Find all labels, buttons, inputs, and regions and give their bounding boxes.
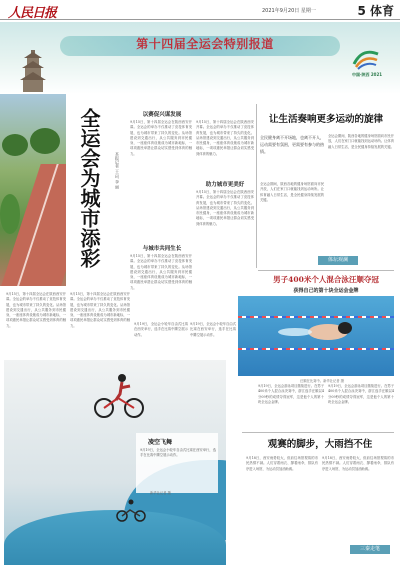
masthead: [0, 0, 400, 20]
column-label: 三秦走笔: [350, 545, 390, 554]
banner-title: 第十四届全运会特别报道: [136, 37, 274, 51]
tree-shape: [0, 194, 20, 234]
bottom-column-1: 9月18日，西安雨势较大，但前往场馆观赛的市民热情不减。人们穿着雨衣、撑着雨伞，排队有序进入场馆，为运动员加油助威。: [246, 456, 318, 471]
column-divider: [256, 104, 257, 268]
swim-photo-caption: 汪顺在比赛中。新华社记者 摄: [300, 379, 344, 383]
bottom-headline: 观赛的脚步，大雨挡不住: [267, 439, 373, 450]
tree-shape: [2, 134, 28, 156]
bmx-headline: 凌空飞舞: [148, 439, 173, 446]
swim-column-2: 9月19日，全运会游泳项目继续进行。在男子400米个人混合泳决赛中，浙江选手汪顺以4分09秒的成绩夺得冠军，这是他个人的第十块全运会金牌。: [328, 384, 394, 404]
lane-rope: [238, 316, 394, 318]
feature-column-4: 9月15日，第十四届全运会在陕西西安开幕。全运会的举办不仅推动了竞技体育发展，也为城市带来了持久的变化。从场馆建设到交通出行，从公共服务到市民健身，一座座体育设施成为城市新地标，一项项惠民举措让群众切实感受到体育的魅力。: [196, 190, 254, 226]
right-feature-quote: 全民健身离不开场地，也离不开人，运动需要有氛围，更需要有参与的热情。: [260, 135, 324, 154]
bmx-column-2: 9月19日，全运会小轮车自由式比赛在西安举行，选手在比赛中腾空展示动作。: [190, 322, 236, 337]
column-label: 体坛观澜: [318, 256, 358, 265]
bmx-photo-caption: 新华社记者 摄: [150, 491, 171, 495]
feature-column-6: 9月15日，第十四届全运会在陕西西安开幕。全运会的举办不仅推动了竞技体育发展，也为城市带来了持久的变化。从场馆建设到交通出行，从公共服务到市民健身，一座座体育设施成为城市新地标，一项项惠民举措让群众切实感受到体育的魅力。: [70, 292, 130, 328]
right-feature-column-1: 全运会期间，陕西各地的健身场馆面向市民开放，人们在家门口就能找到运动场所。让体育融入日常生活，是全民健身持续发展的关键。: [328, 134, 394, 149]
games-logo-text: 中国·陕西 2021: [351, 72, 383, 77]
lane-rope: [238, 348, 394, 350]
swimming-photo: [238, 296, 394, 376]
pagoda-icon: [18, 46, 48, 92]
water-splash: [278, 328, 312, 336]
feature-byline: 本报记者 王 珂 李 丽: [115, 152, 120, 190]
section-divider: [258, 270, 394, 271]
feature-column-5: 9月15日，第十四届全运会在陕西西安开幕。全运会的举办不仅推动了竞技体育发展，也为城市带来了持久的变化。从场馆建设到交通出行，从公共服务到市民健身，一座座体育设施成为城市新地标，一项项惠民举措让群众切实感受到体育的魅力。: [6, 292, 66, 328]
special-report-banner: [0, 22, 400, 94]
page-label: 5 体育: [357, 4, 394, 18]
swim-subheadline: 获得自己的第十块全运会金牌: [293, 288, 359, 294]
feature-column-1: 9月15日，第十四届全运会在陕西西安开幕。全运会的举办不仅推动了竞技体育发展，也为城市带来了持久的变化。从场馆建设到交通出行，从公共服务到市民健身，一座座体育设施成为城市新地标，一项项惠民举措让群众切实感受到体育的魅力。: [130, 120, 192, 156]
bmx-rider-icon: [90, 370, 150, 420]
section-heading: 与城市共同生长: [142, 246, 182, 252]
right-feature-column-2: 全运会期间，陕西各地的健身场馆面向市民开放，人们在家门口就能找到运动场所。让体育融入日常生活，是全民健身持续发展的关键。: [260, 182, 324, 202]
feature-column-2: 9月15日，第十四届全运会在陕西西安开幕。全运会的举办不仅推动了竞技体育发展，也为城市带来了持久的变化。从场馆建设到交通出行，从公共服务到市民健身，一座座体育设施成为城市新地标，一项项惠民举措让群众切实感受到体育的魅力。: [196, 120, 254, 156]
feature-column-3: 9月15日，第十四届全运会在陕西西安开幕。全运会的举办不仅推动了竞技体育发展，也为城市带来了持久的变化。从场馆建设到交通出行，从公共服务到市民健身，一座座体育设施成为城市新地标，一项项惠民举措让群众切实感受到体育的魅力。: [130, 254, 192, 290]
bmx-rider-icon: [114, 498, 148, 522]
bottom-column-2: 9月18日，西安雨势较大，但前往场馆观赛的市民热情不减。人们穿着雨衣、撑着雨伞，排队有序进入场馆，为运动员加油助威。: [322, 456, 394, 471]
bmx-caption-text: 9月19日，全运会小轮车自由式比赛在西安举行，选手在比赛中腾空展示动作。: [140, 448, 216, 458]
swim-headline: 男子400米个人混合泳汪顺夺冠: [273, 275, 379, 284]
section-divider: [242, 432, 394, 433]
swim-column-1: 9月19日，全运会游泳项目继续进行。在男子400米个人混合泳决赛中，浙江选手汪顺以4分09秒的成绩夺得冠军，这是他个人的第十块全运会金牌。: [258, 384, 324, 404]
bmx-column-1: 9月19日，全运会小轮车自由式比赛在西安举行，选手在比赛中腾空展示动作。: [134, 322, 188, 337]
section-heading: 以赛促兴谋发展: [142, 112, 182, 118]
games-logo-icon: [350, 48, 382, 70]
issue-date: 2021年9月20日 星期一: [262, 8, 316, 14]
city-track-photo: [0, 94, 66, 286]
tree-shape: [30, 128, 60, 154]
swim-cap-shape: [338, 322, 352, 334]
feature-headline: 全运会为城市添彩: [77, 108, 101, 268]
newspaper-logo: 人民日报: [8, 6, 57, 21]
right-feature-headline: 让生活奏响更多运动的旋律: [268, 114, 383, 125]
section-heading: 助力城市更美好: [205, 182, 245, 188]
